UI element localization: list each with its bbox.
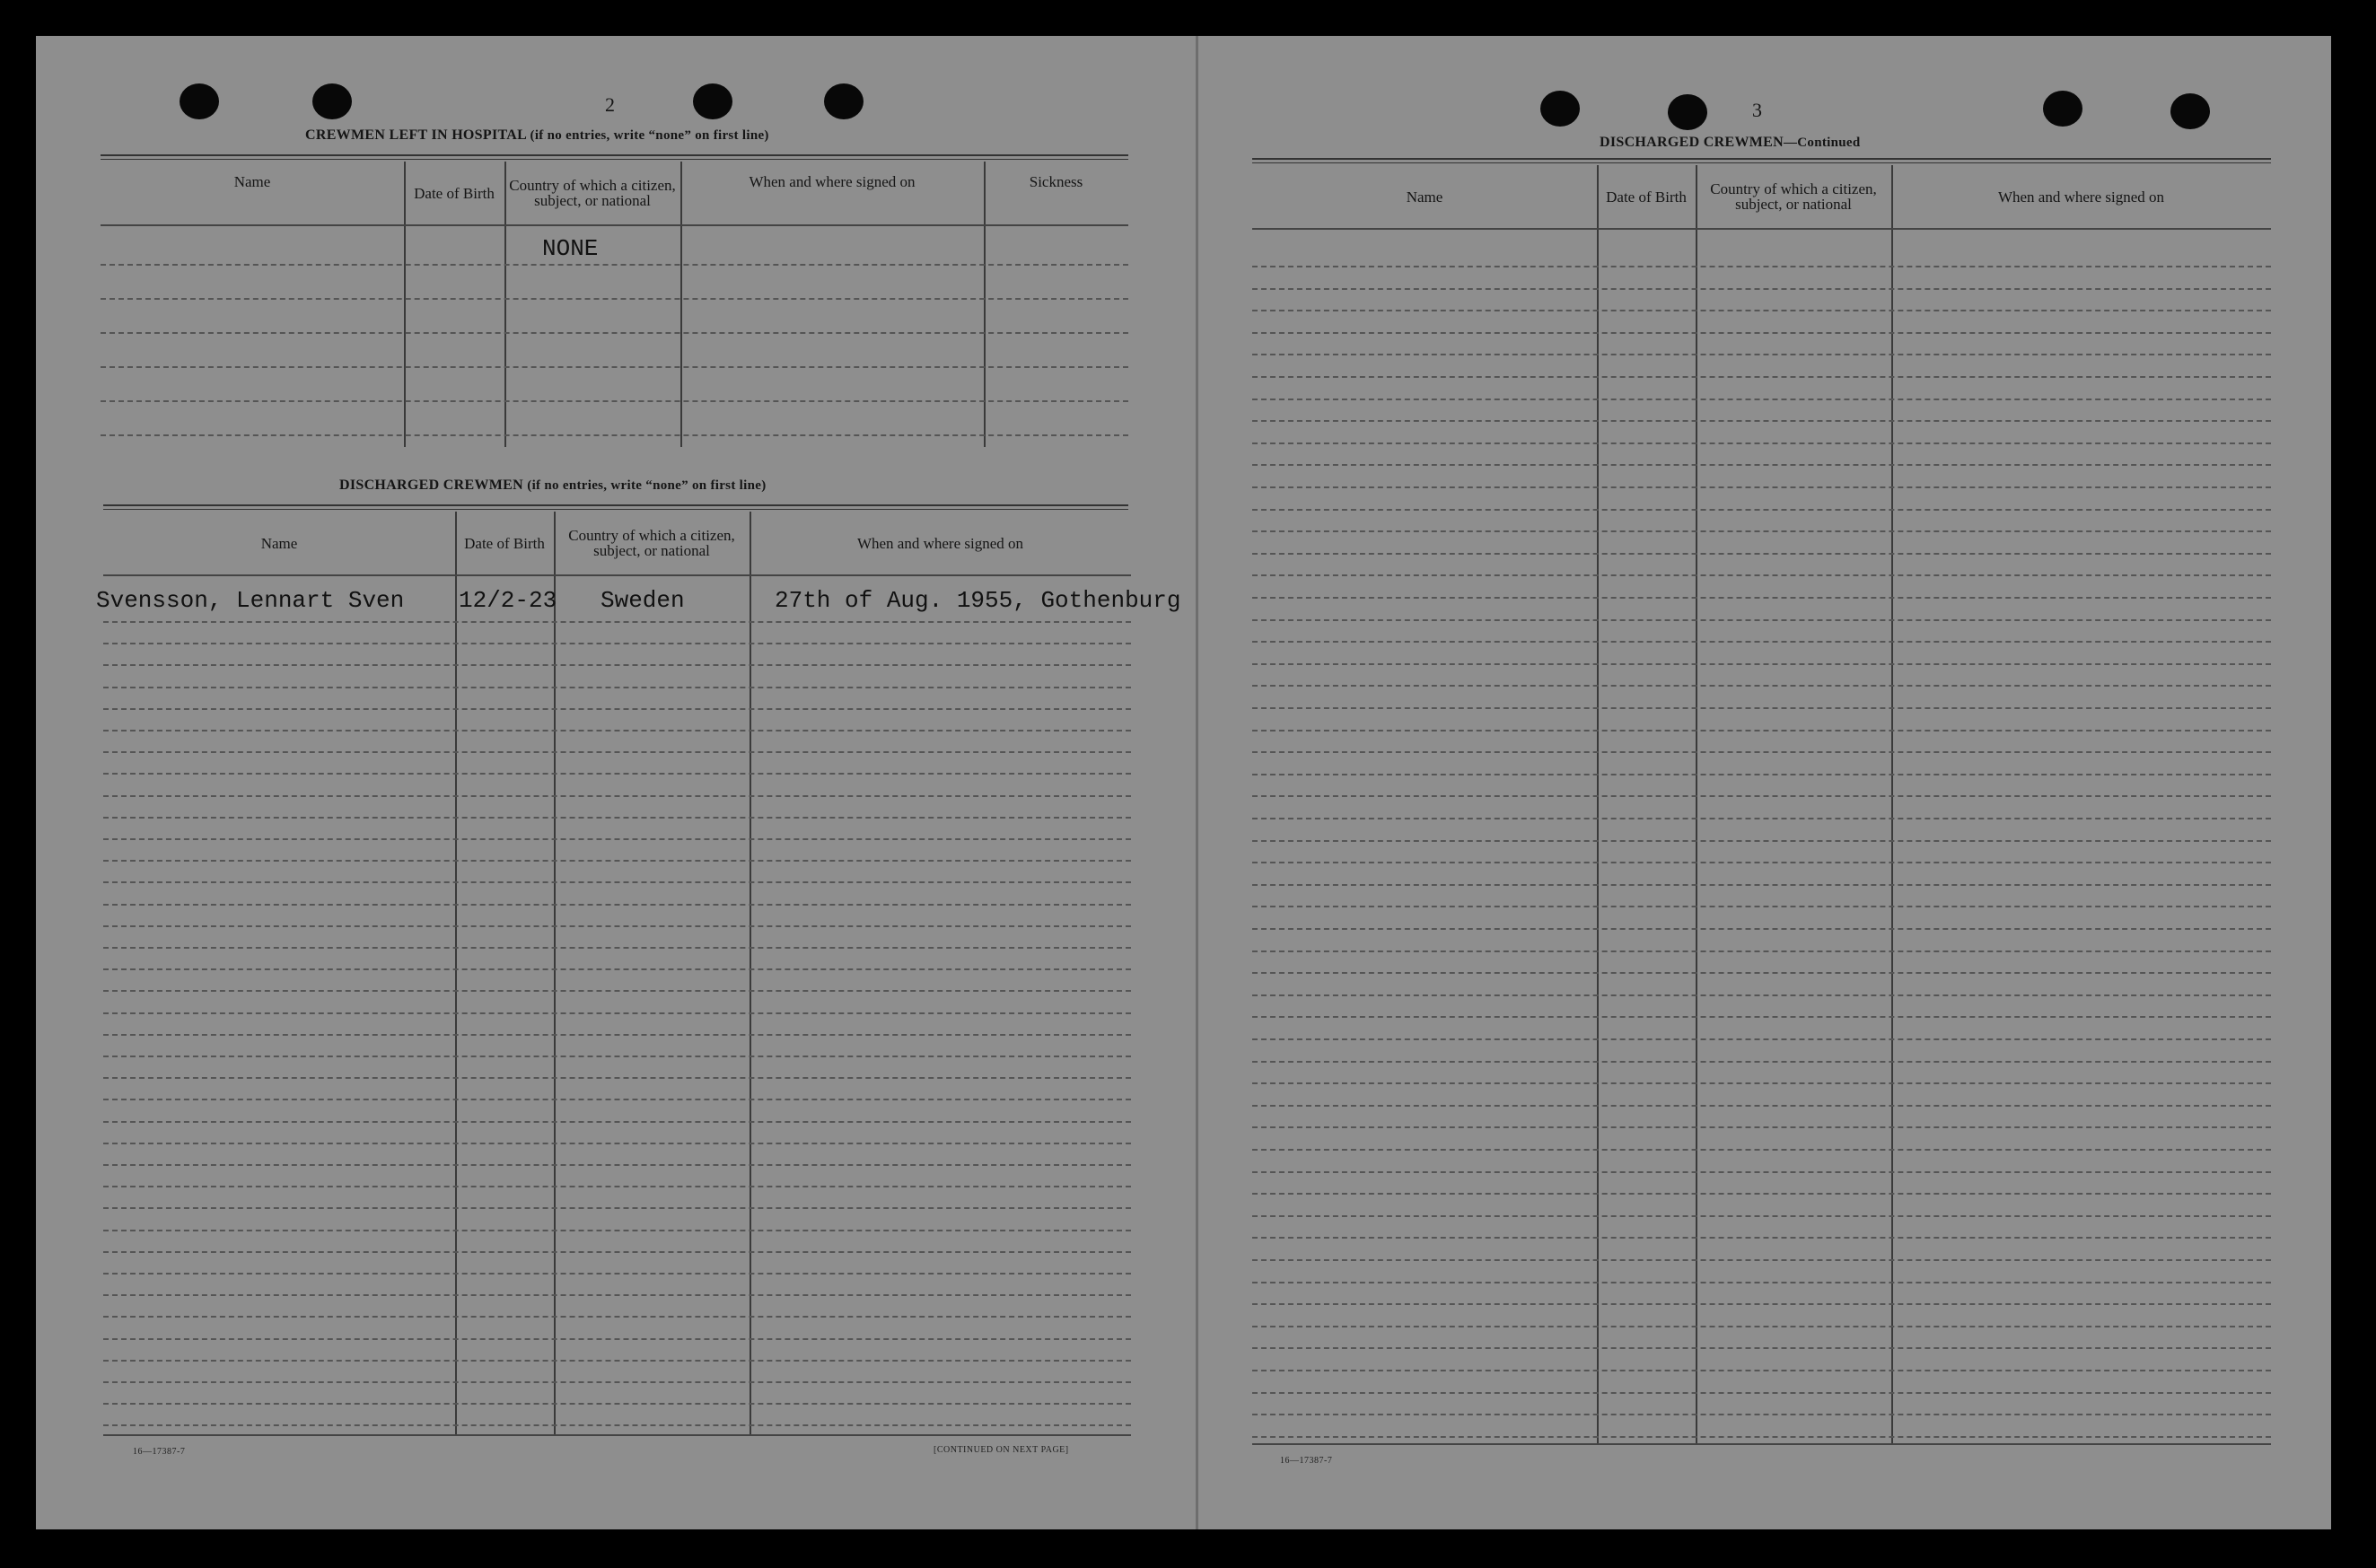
punch-hole <box>2043 91 2082 127</box>
column-header-signed-on: When and where signed on <box>749 173 916 190</box>
entry-line <box>1252 751 2271 753</box>
column-header-name: Name <box>1406 188 1443 206</box>
punch-hole <box>312 83 352 119</box>
entry-line <box>1252 1126 2271 1128</box>
entry-line <box>103 773 1131 775</box>
entry-line <box>103 751 1131 753</box>
entry-line <box>1252 509 2271 511</box>
column-header-sickness: Sickness <box>1029 173 1083 190</box>
entry-line <box>1252 1282 2271 1283</box>
discharged-title-text: DISCHARGED CREWMEN <box>339 477 523 493</box>
entry-line <box>103 817 1131 819</box>
entry-line <box>103 904 1131 906</box>
entry-line <box>103 947 1131 949</box>
entry-line <box>1252 1149 2271 1151</box>
entry-line <box>1252 464 2271 466</box>
column-divider <box>504 162 506 447</box>
column-divider <box>680 162 682 447</box>
entry-line <box>103 1186 1131 1187</box>
entry-line <box>1252 795 2271 797</box>
entry-line <box>101 264 1128 266</box>
discharged-title-note: (if no entries, write “none” on first line) <box>527 478 767 493</box>
entry-line <box>103 1424 1131 1426</box>
hospital-entry-country: NONE <box>542 235 599 262</box>
entry-line <box>1252 574 2271 576</box>
entry-line <box>103 1381 1131 1383</box>
column-header-country: Country of which a citizen, subject, or national <box>509 177 676 209</box>
form-number: 16—17387-7 <box>1280 1456 1333 1466</box>
entry-line <box>103 1121 1131 1123</box>
entry-line <box>1252 597 2271 599</box>
entry-line <box>1252 884 2271 886</box>
entry-line <box>103 1360 1131 1362</box>
column-divider <box>404 162 406 447</box>
entry-line <box>103 643 1131 644</box>
column-header-name: Name <box>260 534 298 552</box>
entry-line <box>103 1164 1131 1166</box>
entry-line <box>1252 376 2271 378</box>
entry-line <box>103 925 1131 927</box>
discharged-entry-name: Svensson, Lennart Sven <box>96 587 405 614</box>
entry-line <box>101 400 1128 402</box>
hospital-table <box>101 162 1128 447</box>
header-rule <box>103 574 1131 576</box>
entry-line <box>103 1099 1131 1100</box>
entry-line <box>1252 354 2271 355</box>
header-rule <box>101 224 1128 226</box>
entry-line <box>103 1338 1131 1340</box>
entry-line <box>1252 730 2271 731</box>
hospital-title-note: (if no entries, write “none” on first line) <box>530 128 769 143</box>
entry-line <box>103 1012 1131 1014</box>
punch-hole <box>1540 91 1580 127</box>
entry-line <box>103 1056 1131 1057</box>
punch-hole <box>824 83 864 119</box>
section-rule <box>101 154 1128 160</box>
page-fold <box>1196 36 1198 1529</box>
entry-line <box>103 1316 1131 1318</box>
discharged-table <box>96 512 1181 1434</box>
entry-line <box>1252 1105 2271 1107</box>
entry-line <box>1252 1392 2271 1394</box>
entry-line <box>1252 553 2271 555</box>
column-header-date-of-birth: Date of Birth <box>1606 188 1687 206</box>
entry-line <box>1252 1082 2271 1084</box>
column-header-date-of-birth: Date of Birth <box>464 534 545 552</box>
column-divider <box>984 162 986 447</box>
column-divider <box>1891 165 1893 1443</box>
entry-line <box>1252 1237 2271 1239</box>
entry-line <box>103 664 1131 666</box>
entry-line <box>103 881 1131 883</box>
entry-line <box>103 860 1131 862</box>
entry-line <box>1252 619 2271 621</box>
discharged-section-title <box>339 477 767 494</box>
entry-line <box>103 990 1131 992</box>
column-header-country: Country of which a citizen, subject, or national <box>568 527 735 559</box>
entry-line <box>1252 266 2271 267</box>
entry-line <box>1252 1303 2271 1305</box>
continued-note: [CONTINUED ON NEXT PAGE] <box>934 1445 1069 1455</box>
column-header-country: Country of which a citizen, subject, or national <box>1710 180 1877 213</box>
entry-line <box>1252 818 2271 819</box>
bottom-rule <box>1252 1443 2271 1445</box>
entry-line <box>1252 1038 2271 1040</box>
entry-line <box>103 838 1131 840</box>
entry-line <box>103 1077 1131 1079</box>
header-rule <box>1252 228 2271 230</box>
entry-line <box>1252 1016 2271 1018</box>
column-divider <box>1696 165 1697 1443</box>
page-number: 2 <box>605 93 615 116</box>
entry-line <box>103 1034 1131 1036</box>
entry-line <box>1252 663 2271 665</box>
entry-line <box>1252 1215 2271 1217</box>
entry-line <box>103 1403 1131 1405</box>
column-header-signed-on: When and where signed on <box>1997 188 2165 206</box>
discharged-continued-title <box>1600 135 1861 151</box>
entry-line <box>101 332 1128 334</box>
punch-hole <box>180 83 219 119</box>
entry-line <box>1252 288 2271 290</box>
entry-line <box>1252 1370 2271 1371</box>
form-number: 16—17387-7 <box>133 1447 186 1457</box>
entry-line <box>1252 486 2271 488</box>
entry-line <box>1252 1436 2271 1438</box>
entry-line <box>1252 994 2271 996</box>
punch-hole <box>2170 93 2210 129</box>
entry-line <box>1252 1414 2271 1415</box>
discharged-title-text: DISCHARGED CREWMEN <box>1600 135 1784 150</box>
entry-line <box>1252 707 2271 709</box>
entry-line <box>103 1207 1131 1209</box>
column-header-name: Name <box>233 173 271 190</box>
entry-line <box>1252 1061 2271 1063</box>
entry-line <box>103 968 1131 970</box>
section-rule <box>103 504 1128 510</box>
entry-line <box>1252 906 2271 907</box>
bottom-rule <box>103 1434 1131 1436</box>
discharged-entry-country: Sweden <box>601 587 685 614</box>
entry-line <box>103 1251 1131 1253</box>
entry-line <box>1252 420 2271 422</box>
entry-line <box>103 708 1131 710</box>
entry-line <box>1252 1171 2271 1173</box>
entry-line <box>103 1143 1131 1144</box>
entry-line <box>1252 530 2271 532</box>
entry-line <box>1252 774 2271 775</box>
entry-line <box>103 687 1131 688</box>
entry-line <box>1252 1326 2271 1327</box>
entry-line <box>103 1294 1131 1296</box>
entry-line <box>1252 399 2271 400</box>
entry-line <box>1252 928 2271 930</box>
section-rule <box>1252 158 2271 163</box>
entry-line <box>1252 310 2271 311</box>
entry-line <box>1252 1259 2271 1261</box>
entry-line <box>101 366 1128 368</box>
discharged-continued-table <box>1252 165 2271 1443</box>
entry-line <box>1252 641 2271 643</box>
entry-line <box>1252 950 2271 952</box>
punch-hole <box>1668 94 1707 130</box>
entry-line <box>103 730 1131 731</box>
hospital-title-text: CREWMEN LEFT IN HOSPITAL <box>305 127 527 143</box>
column-divider <box>1597 165 1599 1443</box>
entry-line <box>103 621 1131 623</box>
entry-line <box>1252 685 2271 687</box>
entry-line <box>1252 442 2271 444</box>
discharged-entry-date-of-birth: 12/2-23 <box>459 587 557 614</box>
entry-line <box>1252 862 2271 863</box>
entry-line <box>101 298 1128 300</box>
entry-line <box>1252 840 2271 842</box>
entry-line <box>103 1230 1131 1231</box>
discharged-entry-signed-on: 27th of Aug. 1955, Gothenburg <box>775 587 1181 614</box>
entry-line <box>103 1273 1131 1275</box>
column-header-signed-on: When and where signed on <box>856 534 1024 552</box>
punch-hole <box>693 83 732 119</box>
hospital-section-title <box>305 127 769 144</box>
continued-label: —Continued <box>1783 136 1861 150</box>
column-header-date-of-birth: Date of Birth <box>414 184 495 202</box>
entry-line <box>1252 1193 2271 1195</box>
entry-line <box>1252 332 2271 334</box>
entry-line <box>103 795 1131 797</box>
page-number: 3 <box>1752 99 1762 121</box>
entry-line <box>1252 1347 2271 1349</box>
entry-line <box>1252 972 2271 974</box>
entry-line <box>101 434 1128 436</box>
